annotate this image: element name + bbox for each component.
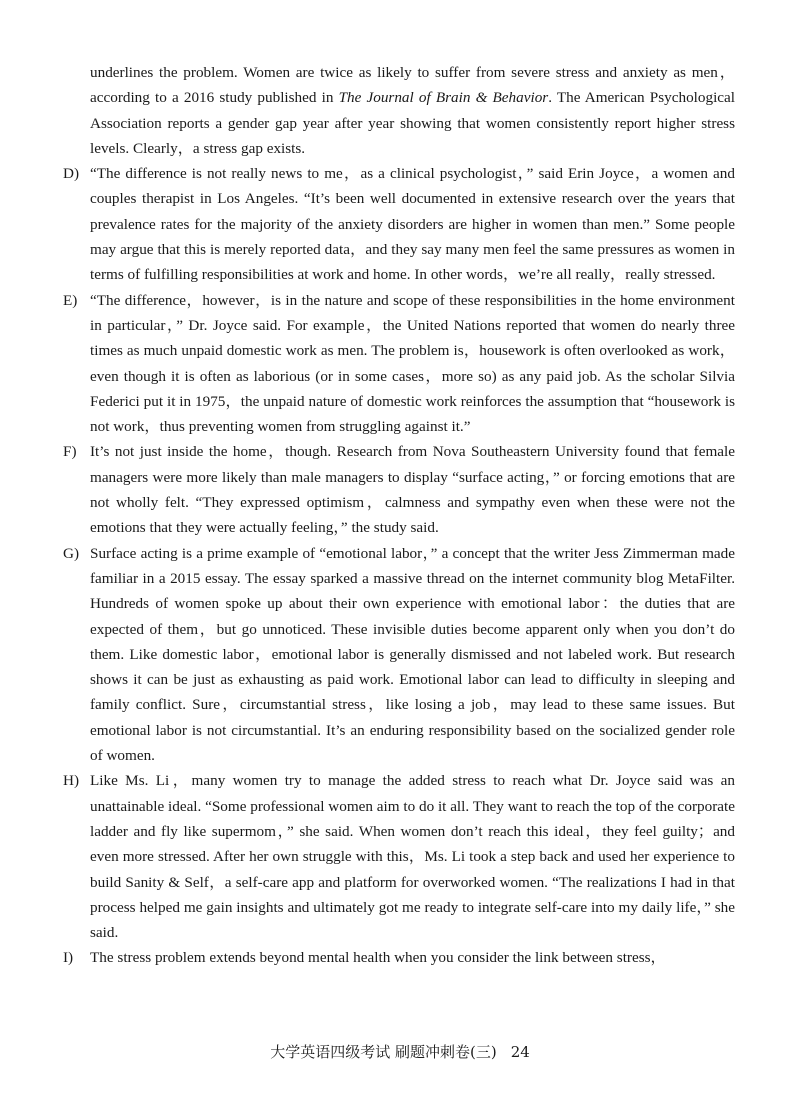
page-footer xyxy=(0,1041,800,1062)
footer-title: 大学英语四级考试 刷题冲刺卷(三) xyxy=(270,1043,497,1061)
paragraph-label: D) xyxy=(63,165,80,183)
document-page xyxy=(0,60,800,971)
paragraph-text: The stress problem extends beyond mental health when you consider the link between stress， xyxy=(90,949,666,967)
paragraph-text: Surface acting is a prime example of “emotional labor，” a concept that the writer Jess Zimmerman made familiar in a 2015 essay. The essay sparked a massive thread on the internet community blog MetaFilter. Hundreds of women spoke up about their own experience with emotional labor：the duties that are expected of them，but go unnoticed. These invisible duties become apparent only when you don’t do them. Like domestic labor，emotional labor is generally dismissed and not labeled work. But research shows it can be just as exhausting as paid work. Emotional labor can lead to difficulty in sleeping and family conflict. Sure，circumstantial stress，like losing a job，may lead to these same issues. But emotional labor is not circumstantial. It’s an enduring responsibility based on the socialized gender role of women. xyxy=(90,544,735,765)
paragraph-text: “The difference，however，is in the nature and scope of these responsibilities in the home environment in particular，” Dr. Joyce said. For example，the United Nations reported that women do nearly three times as much unpaid domestic work as men. The problem is，housework is often overlooked as work，even though it is often as laborious (or in some cases，more so) as any paid job. As the scholar Silvia Federici put it in 1975，the unpaid nature of domestic work reinforces the assumption that “housework is not work，thus preventing women from struggling against it.” xyxy=(90,291,735,436)
page-number: 24 xyxy=(510,1043,530,1061)
paragraph-f xyxy=(63,439,735,540)
paragraph-text: Like Ms. Li，many women try to manage the added stress to reach what Dr. Joyce said was an unattainable ideal. “Some professional women aim to do it all. They want to reach the top of the corporate ladder and fly like supermom，” she said. When women don’t reach this ideal，they feel guilty；and even more stressed. After her own struggle with this，Ms. Li took a step back and used her experience to build Sanity & Self，a self-care app and platform for overworked women. “The realizations I had in that process helped me gain insights and ultimately got me ready to integrate self-care into my daily life，” she said. xyxy=(90,772,735,942)
paragraph-i xyxy=(63,945,735,970)
paragraph-e xyxy=(63,288,735,440)
paragraph-d xyxy=(63,161,735,287)
paragraph-label: G) xyxy=(63,544,80,562)
paragraph-text: “The difference is not really news to me，as a clinical psychologist，” said Erin Joyce，a women and couples therapist in Los Angeles. “It’s been well documented in extensive research over the years that prevalence rates for the majority of the anxiety disorders are higher in women than men.” Some people may argue that this is merely reported data，and they say many men feel the same pressures as women in terms of fulfilling responsibilities at work and home. In other words，we’re all really，really stressed. xyxy=(90,165,735,284)
paragraph-text: underlines the problem. Women are twice as likely to suffer from severe stress and anxiety as men，according to a 2016 study published in xyxy=(90,64,735,107)
paragraph-c-continuation xyxy=(90,60,735,161)
paragraph-text: It’s not just inside the home，though. Research from Nova Southeastern University found that female managers were more likely than male managers to display “surface acting，” or forcing emotions that are not wholly felt. “They expressed optimism，calmness and sympathy even when these were not the emotions that they were actually feeling，” the study said. xyxy=(90,443,735,537)
paragraph-label: E) xyxy=(63,291,78,309)
paragraph-g xyxy=(63,541,735,769)
journal-title: The Journal of Brain & Behavior xyxy=(338,89,549,107)
paragraph-text: . The American Psychological Association reports a gender gap year after year showing that women consistently report higher stress levels. Clearly，a stress gap exists. xyxy=(90,89,735,157)
paragraph-label: H) xyxy=(63,772,80,790)
paragraph-label: I) xyxy=(63,949,74,967)
paragraph-label: F) xyxy=(63,443,77,461)
paragraph-h xyxy=(63,768,735,945)
